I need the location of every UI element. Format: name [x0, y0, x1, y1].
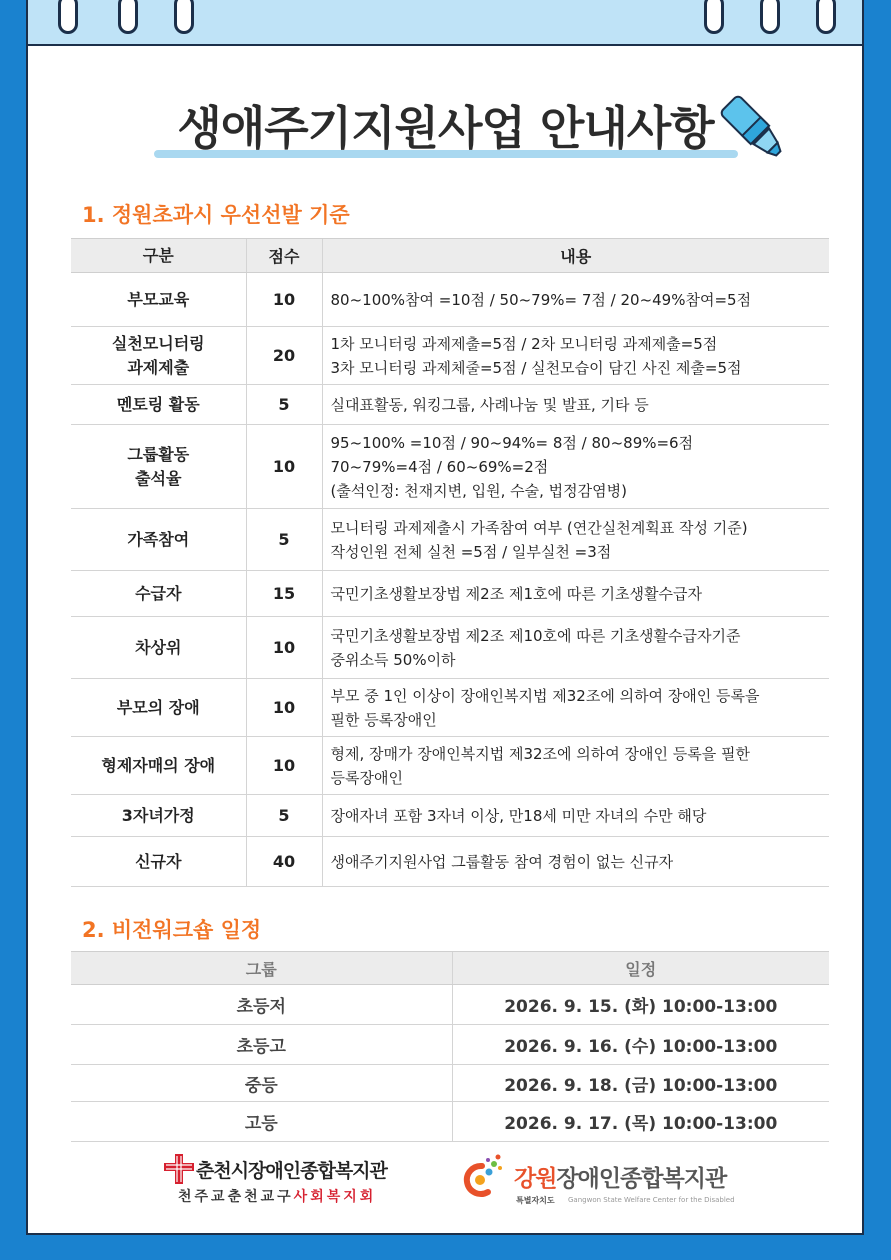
header-schedule: 일정	[452, 952, 829, 985]
criteria-category: 신규자	[71, 837, 246, 887]
logo-left-subtitle	[178, 1186, 376, 1206]
criteria-description	[322, 679, 829, 737]
description-line: 3차 모니터링 과제체줄=5점 / 실천모습이 담긴 사진 제출=5점	[330, 358, 742, 377]
criteria-category: 부모교육	[71, 273, 246, 327]
description-line: 1차 모니터링 과제제출=5점 / 2차 모니터링 과제제출=5점	[330, 334, 718, 353]
header-category: 구분	[71, 239, 246, 273]
section1-heading: 1. 정원초과시 우선선발 기준	[82, 203, 350, 227]
workshop-schedule: 2026. 9. 18. (금) 10:00-13:00	[452, 1065, 829, 1102]
criteria-category: 차상위	[71, 617, 246, 679]
table-row	[71, 509, 829, 571]
workshop-group: 초등고	[71, 1025, 452, 1065]
criteria-description	[322, 425, 829, 509]
cross-logo-icon	[164, 1154, 194, 1184]
description-line: 국민기초생활보장법 제2조 제1호에 따른 기초생활수급자	[330, 584, 702, 603]
criteria-description	[322, 571, 829, 617]
criteria-category: 그룹활동 출석율	[71, 425, 246, 509]
description-line: 형제, 장매가 장애인복지법 제32조에 의하여 장애인 등록을 필한	[330, 744, 750, 763]
table-row	[71, 327, 829, 385]
binder-ring	[760, 0, 780, 34]
workshop-schedule-table	[71, 951, 829, 1142]
description-line: 생애주기지원사업 그룹활동 참여 경험이 없는 신규자	[330, 852, 674, 871]
logo-left-sub-red: 사회복지회	[293, 1189, 377, 1205]
workshop-group: 중등	[71, 1065, 452, 1102]
criteria-score: 40	[246, 837, 322, 887]
workshop-schedule: 2026. 9. 15. (화) 10:00-13:00	[452, 985, 829, 1025]
description-line: 80~100%참여 =10점 / 50~79%= 7점 / 20~49%참여=5점	[330, 290, 752, 309]
criteria-category: 3자녀가정	[71, 795, 246, 837]
description-line: 70~79%=4점 / 60~69%=2점	[330, 457, 549, 476]
table-row	[71, 571, 829, 617]
welfare-center-logo-icon	[458, 1152, 510, 1202]
criteria-score: 20	[246, 327, 322, 385]
binder-ring	[174, 0, 194, 34]
description-line: 95~100% =10점 / 90~94%= 8점 / 80~89%=6점	[330, 433, 694, 452]
binder-ring	[58, 0, 78, 34]
criteria-score: 15	[246, 571, 322, 617]
criteria-category: 가족참여	[71, 509, 246, 571]
description-line: 필한 등록장애인	[330, 710, 437, 729]
workshop-group: 고등	[71, 1102, 452, 1142]
criteria-description	[322, 385, 829, 425]
description-line: (출석인정: 천재지변, 입원, 수술, 법정감염병)	[330, 481, 627, 500]
highlighter-icon	[720, 95, 790, 165]
criteria-score: 10	[246, 617, 322, 679]
criteria-score: 5	[246, 385, 322, 425]
criteria-description	[322, 837, 829, 887]
logo-right-name-prefix: 강원	[514, 1166, 557, 1192]
criteria-score: 5	[246, 795, 322, 837]
description-line: 작성인원 전체 실천 =5점 / 일부실천 =3점	[330, 542, 612, 561]
logo-left-name: 춘천시장애인종합복지관	[196, 1160, 387, 1182]
criteria-category: 수급자	[71, 571, 246, 617]
table-row	[71, 273, 829, 327]
criteria-description	[322, 327, 829, 385]
logo-left-sub-black: 천주교춘천교구	[178, 1189, 294, 1205]
criteria-description	[322, 273, 829, 327]
table-row	[71, 679, 829, 737]
description-line: 실대표활동, 워킹그룹, 사례나눔 및 발표, 기타 등	[330, 395, 649, 414]
gangwon-welfare-logo	[458, 1152, 788, 1212]
criteria-score: 5	[246, 509, 322, 571]
criteria-score: 10	[246, 425, 322, 509]
binder-ring	[816, 0, 836, 34]
table-row	[71, 1065, 829, 1102]
binder-ring	[118, 0, 138, 34]
header-content: 내용	[322, 239, 829, 273]
priority-criteria-body	[71, 273, 829, 887]
description-line: 장애자녀 포함 3자녀 이상, 만18세 미만 자녀의 수만 해당	[330, 806, 707, 825]
workshop-group: 초등저	[71, 985, 452, 1025]
description-line: 등록장애인	[330, 768, 403, 787]
logo-right-province: 특별자치도	[516, 1196, 555, 1205]
logo-right-name	[514, 1160, 726, 1193]
workshop-schedule: 2026. 9. 17. (목) 10:00-13:00	[452, 1102, 829, 1142]
criteria-score: 10	[246, 679, 322, 737]
paper-header-band	[28, 0, 862, 46]
criteria-description	[322, 509, 829, 571]
criteria-category: 부모의 장애	[71, 679, 246, 737]
header-group: 그룹	[71, 952, 452, 985]
workshop-schedule: 2026. 9. 16. (수) 10:00-13:00	[452, 1025, 829, 1065]
description-line: 국민기초생활보장법 제2조 제10호에 따른 기초생활수급자기준	[330, 626, 741, 645]
table-header-row	[71, 239, 829, 273]
description-line: 부모 중 1인 이상이 장애인복지법 제32조에 의하여 장애인 등록을	[330, 686, 760, 705]
description-line: 중위소득 50%이하	[330, 650, 456, 669]
table-header-row	[71, 952, 829, 985]
chuncheon-welfare-logo	[164, 1152, 404, 1208]
criteria-description	[322, 737, 829, 795]
table-row	[71, 985, 829, 1025]
logo-right-name-suffix: 장애인종합복지관	[556, 1166, 727, 1192]
criteria-category: 실천모니터링 과제제출	[71, 327, 246, 385]
table-row	[71, 425, 829, 509]
criteria-category: 형제자매의 장애	[71, 737, 246, 795]
criteria-description	[322, 617, 829, 679]
criteria-score: 10	[246, 273, 322, 327]
table-row	[71, 1102, 829, 1142]
table-row	[71, 1025, 829, 1065]
header-score: 점수	[246, 239, 322, 273]
table-row	[71, 385, 829, 425]
table-row	[71, 795, 829, 837]
criteria-category: 멘토링 활동	[71, 385, 246, 425]
description-line: 모니터링 과제제출시 가족참여 여부 (연간실천계획표 작성 기준)	[330, 518, 748, 537]
page-title: 생애주기지원사업 안내사항	[177, 101, 714, 155]
logo-right-english: Gangwon State Welfare Center for the Disabled	[568, 1196, 735, 1204]
workshop-schedule-body	[71, 985, 829, 1142]
table-row	[71, 737, 829, 795]
table-row	[71, 617, 829, 679]
priority-criteria-table	[71, 238, 829, 887]
criteria-description	[322, 795, 829, 837]
section2-heading: 2. 비전워크숍 일정	[82, 918, 262, 942]
binder-ring	[704, 0, 724, 34]
criteria-score: 10	[246, 737, 322, 795]
table-row	[71, 837, 829, 887]
